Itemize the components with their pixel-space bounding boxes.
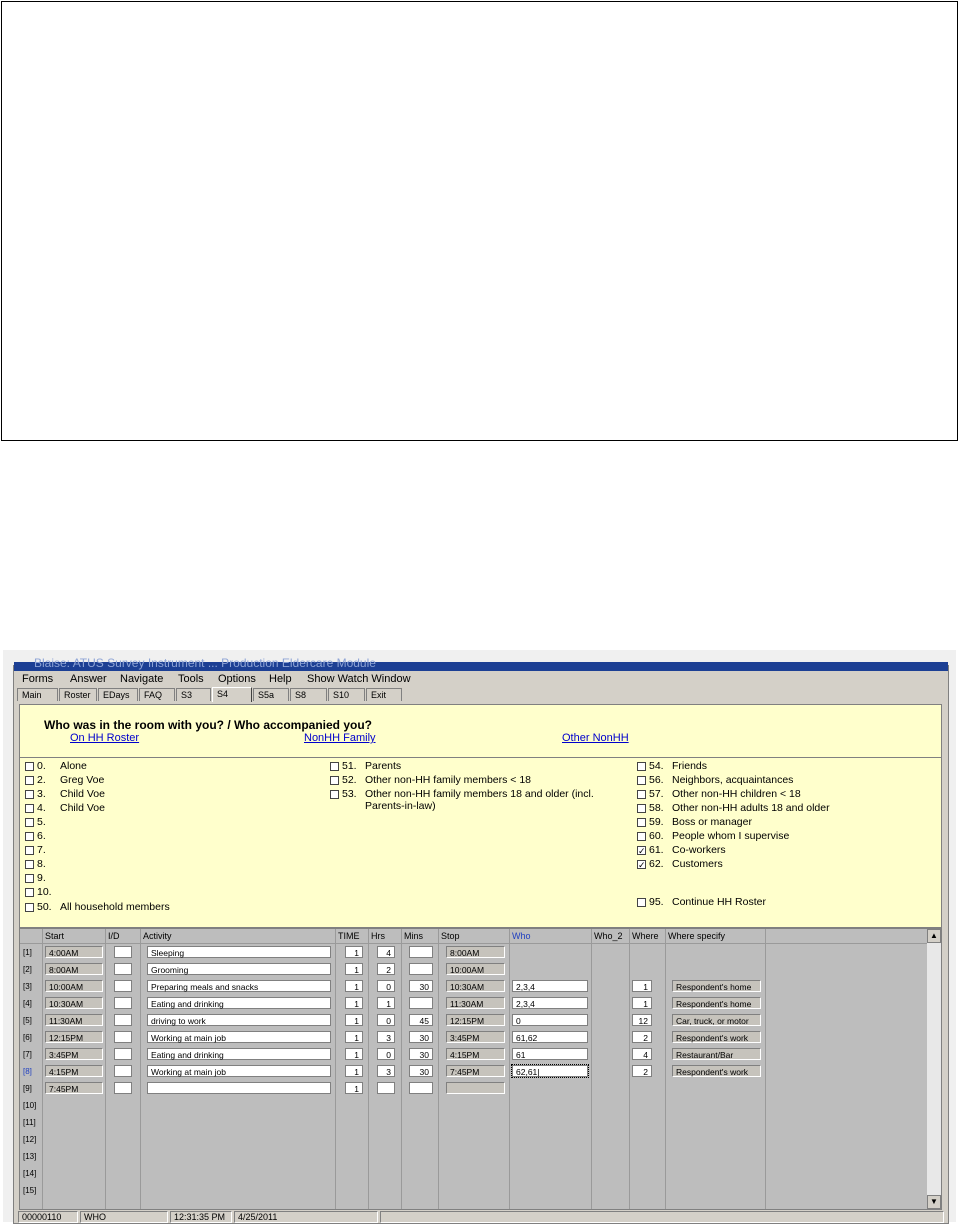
row-label: [1]	[23, 948, 32, 957]
title-bar	[14, 656, 948, 671]
tab-edays[interactable]: EDays	[98, 688, 138, 701]
checkbox-52[interactable]	[330, 776, 339, 785]
checkbox-53[interactable]	[330, 790, 339, 799]
stop-time-cell: 4:15PM	[446, 1048, 505, 1060]
column-header-start: Start	[45, 931, 65, 941]
option-label: Co-workers	[672, 844, 726, 856]
menu-answer[interactable]: Answer	[70, 673, 107, 685]
checkbox-54[interactable]	[637, 762, 646, 771]
checkbox-9[interactable]	[25, 874, 34, 883]
checkbox-7[interactable]	[25, 846, 34, 855]
scroll-up-icon[interactable]: ▲	[927, 929, 941, 943]
activity-field[interactable]: driving to work	[147, 1014, 331, 1026]
time-field[interactable]: 1	[345, 946, 363, 958]
option-label: All household members	[60, 901, 170, 913]
checkbox-3[interactable]	[25, 790, 34, 799]
id-field[interactable]	[114, 1082, 132, 1094]
row-label: [7]	[23, 1050, 32, 1059]
activity-field[interactable]	[147, 1082, 331, 1094]
checkbox-51[interactable]	[330, 762, 339, 771]
start-time-cell: 8:00AM	[45, 963, 103, 975]
who-field[interactable]: 0	[512, 1014, 588, 1026]
status-bar	[14, 1211, 948, 1223]
activity-field[interactable]: Working at main job	[147, 1065, 331, 1077]
tab-s3[interactable]: S3	[176, 688, 211, 701]
start-time-cell: 4:00AM	[45, 946, 103, 958]
checkbox-60[interactable]	[637, 832, 646, 841]
column-divider	[509, 929, 510, 1209]
option-label: Friends	[672, 760, 708, 772]
hours-field[interactable]: 0	[377, 1048, 395, 1060]
column-header-who-2: Who_2	[594, 931, 623, 941]
tab-faq[interactable]: FAQ	[139, 688, 175, 701]
column-divider	[438, 929, 439, 1209]
checkbox-50[interactable]	[25, 903, 34, 912]
checkbox-57[interactable]	[637, 790, 646, 799]
column-header-hrs: Hrs	[371, 931, 385, 941]
column-divider	[335, 929, 336, 1209]
checkbox-4[interactable]	[25, 804, 34, 813]
row-label: [11]	[23, 1118, 36, 1127]
row-label: [13]	[23, 1152, 37, 1161]
stop-time-cell	[446, 1082, 505, 1094]
column-header-stop: Stop	[441, 931, 460, 941]
checkbox-5[interactable]	[25, 818, 34, 827]
option-number: 6.	[37, 830, 46, 842]
id-field[interactable]	[114, 1014, 132, 1026]
header-on-hh-roster[interactable]: On HH Roster	[70, 732, 140, 744]
where-field[interactable]: 12	[632, 1014, 652, 1026]
stop-time-cell: 11:30AM	[446, 997, 505, 1009]
stop-time-cell: 3:45PM	[446, 1031, 505, 1043]
time-field[interactable]: 1	[345, 1048, 363, 1060]
window-title: Blaise: ATUS Survey Instrument ... Production Eldercare Module	[34, 656, 376, 670]
option-number: 7.	[37, 844, 46, 856]
option-number: 8.	[37, 858, 46, 870]
time-field[interactable]: 1	[345, 1065, 363, 1077]
minutes-field[interactable]: 30	[409, 980, 433, 992]
time-field[interactable]: 1	[345, 980, 363, 992]
id-field[interactable]	[114, 980, 132, 992]
who-field[interactable]: 61	[512, 1048, 588, 1060]
start-time-cell: 4:15PM	[45, 1065, 103, 1077]
option-number: 3.	[37, 788, 46, 800]
where-specify-cell: Restaurant/Bar	[672, 1048, 761, 1060]
start-time-cell: 12:15PM	[45, 1031, 103, 1043]
row-label: [14]	[23, 1169, 37, 1178]
row-label: [15]	[23, 1186, 37, 1195]
start-time-cell: 7:45PM	[45, 1082, 103, 1094]
tab-s10[interactable]: S10	[328, 688, 365, 701]
id-field[interactable]	[114, 1065, 132, 1077]
option-number: 51.	[342, 760, 357, 772]
id-field[interactable]	[114, 946, 132, 958]
minutes-field[interactable]: 30	[409, 1048, 433, 1060]
who-field[interactable]: 62,61|	[512, 1065, 588, 1077]
stop-time-cell: 7:45PM	[446, 1065, 505, 1077]
header-other-nonhh[interactable]: Other NonHH	[562, 732, 629, 744]
status-field: 4/25/2011	[234, 1211, 378, 1223]
option-number: 60.	[649, 830, 664, 842]
where-field[interactable]: 4	[632, 1048, 652, 1060]
column-divider	[368, 929, 369, 1209]
where-field[interactable]: 2	[632, 1031, 652, 1043]
minutes-field[interactable]: 30	[409, 1065, 433, 1077]
option-label: People whom I supervise	[672, 830, 790, 842]
option-label: Other non-HH family members < 18	[365, 774, 532, 786]
where-field[interactable]: 2	[632, 1065, 652, 1077]
option-number: 9.	[37, 872, 46, 884]
checkbox-2[interactable]	[25, 776, 34, 785]
start-time-cell: 3:45PM	[45, 1048, 103, 1060]
checkbox-95[interactable]	[637, 898, 646, 907]
where-field[interactable]: 1	[632, 997, 652, 1009]
stop-time-cell: 12:15PM	[446, 1014, 505, 1026]
time-field[interactable]: 1	[345, 963, 363, 975]
checkbox-8[interactable]	[25, 860, 34, 869]
column-divider	[105, 929, 106, 1209]
option-number: 62.	[649, 858, 664, 870]
where-specify-cell: Respondent's home	[672, 980, 761, 992]
tab-s4[interactable]: S4	[212, 687, 252, 702]
option-number: 10.	[37, 886, 52, 898]
option-number: 53.	[342, 788, 357, 800]
id-field[interactable]	[114, 963, 132, 975]
column-header-time: TIME	[338, 931, 360, 941]
column-divider	[591, 929, 592, 1209]
hours-field[interactable]: 0	[377, 980, 395, 992]
stop-time-cell: 10:30AM	[446, 980, 505, 992]
row-label: [3]	[23, 982, 32, 991]
activity-field[interactable]: Preparing meals and snacks	[147, 980, 331, 992]
column-divider	[401, 929, 402, 1209]
tab-exit[interactable]: Exit	[366, 688, 402, 701]
row-label: [8]	[23, 1067, 32, 1076]
minutes-field[interactable]: 30	[409, 1031, 433, 1043]
id-field[interactable]	[114, 997, 132, 1009]
time-field[interactable]: 1	[345, 1082, 363, 1094]
status-field: 00000110	[18, 1211, 78, 1223]
option-label: Neighbors, acquaintances	[672, 774, 794, 786]
option-label: Child Voe	[60, 788, 105, 800]
option-label: Parents	[365, 760, 402, 772]
column-divider	[665, 929, 666, 1209]
column-header-where: Where	[632, 931, 659, 941]
status-field-empty	[380, 1211, 944, 1223]
checkbox-59[interactable]	[637, 818, 646, 827]
activity-field[interactable]: Eating and drinking	[147, 1048, 331, 1060]
hours-field[interactable]: 1	[377, 997, 395, 1009]
where-specify-cell: Respondent's work	[672, 1031, 761, 1043]
time-field[interactable]: 1	[345, 1014, 363, 1026]
hours-field[interactable]: 3	[377, 1065, 395, 1077]
where-field[interactable]: 1	[632, 980, 652, 992]
time-field[interactable]: 1	[345, 997, 363, 1009]
question-panel	[19, 704, 942, 928]
where-specify-cell: Car, truck, or motor	[672, 1014, 761, 1026]
row-label: [5]	[23, 1016, 32, 1025]
stop-time-cell: 8:00AM	[446, 946, 505, 958]
tab-s8[interactable]: S8	[290, 688, 327, 701]
tab-roster[interactable]: Roster	[59, 688, 97, 701]
menu-tools[interactable]: Tools	[178, 673, 204, 685]
column-divider	[629, 929, 630, 1209]
option-number: 4.	[37, 802, 46, 814]
menu-show-watch-window[interactable]: Show Watch Window	[307, 673, 411, 685]
hours-field[interactable]: 2	[377, 963, 395, 975]
hours-field[interactable]	[377, 1082, 395, 1094]
row-label: [2]	[23, 965, 32, 974]
checkbox-61[interactable]: ✓	[638, 846, 646, 856]
checkbox-56[interactable]	[637, 776, 646, 785]
scroll-down-icon[interactable]: ▼	[927, 1195, 941, 1209]
header-divider	[20, 943, 927, 944]
hours-field[interactable]: 0	[377, 1014, 395, 1026]
column-divider	[765, 929, 766, 1209]
menu-navigate[interactable]: Navigate	[120, 673, 164, 685]
column-header-i-d: I/D	[108, 931, 120, 941]
option-number: 56.	[649, 774, 664, 786]
option-label-continued: Parents-in-law)	[365, 800, 436, 812]
option-number: 0.	[37, 760, 46, 772]
option-label: Child Voe	[60, 802, 105, 814]
option-label: Other non-HH adults 18 and older	[672, 802, 830, 814]
option-label: Boss or manager	[672, 816, 752, 828]
option-label: Other non-HH children < 18	[672, 788, 801, 800]
start-time-cell: 10:00AM	[45, 980, 103, 992]
checkbox-58[interactable]	[637, 804, 646, 813]
option-label: Other non-HH family members 18 and older (incl.	[365, 788, 594, 800]
panel-divider	[20, 757, 941, 758]
option-number: 61.	[649, 844, 664, 856]
column-header-mins: Mins	[404, 931, 424, 941]
id-field[interactable]	[114, 1048, 132, 1060]
hours-field[interactable]: 4	[377, 946, 395, 958]
checkbox-10[interactable]	[25, 888, 34, 897]
activity-grid	[19, 928, 942, 1210]
option-number: 54.	[649, 760, 664, 772]
option-number: 58.	[649, 802, 664, 814]
row-label: [4]	[23, 999, 32, 1008]
option-number: 5.	[37, 816, 46, 828]
tab-s5a[interactable]: S5a	[253, 688, 289, 701]
activity-field[interactable]: Grooming	[147, 963, 331, 975]
option-number: 59.	[649, 816, 664, 828]
vertical-scrollbar[interactable]	[927, 929, 941, 1209]
option-label: Greg Voe	[60, 774, 105, 786]
option-label: Customers	[672, 858, 723, 870]
question-text: Who was in the room with you? / Who accompanied you?	[44, 718, 373, 732]
status-field: 12:31:35 PM	[170, 1211, 232, 1223]
column-divider	[140, 929, 141, 1209]
where-specify-cell: Respondent's work	[672, 1065, 761, 1077]
checkbox-6[interactable]	[25, 832, 34, 841]
stop-time-cell: 10:00AM	[446, 963, 505, 975]
id-field[interactable]	[114, 1031, 132, 1043]
status-field: WHO	[80, 1211, 168, 1223]
minutes-field[interactable]: 45	[409, 1014, 433, 1026]
minutes-field[interactable]	[409, 997, 433, 1009]
column-header-who: Who	[512, 931, 531, 941]
activity-field[interactable]: Eating and drinking	[147, 997, 331, 1009]
activity-field[interactable]: Working at main job	[147, 1031, 331, 1043]
tab-main[interactable]: Main	[17, 688, 58, 701]
row-label: [10]	[23, 1101, 37, 1110]
time-field[interactable]: 1	[345, 1031, 363, 1043]
activity-field[interactable]: Sleeping	[147, 946, 331, 958]
checkbox-0[interactable]	[25, 762, 34, 771]
header-nonhh-family[interactable]: NonHH Family	[304, 732, 376, 744]
where-specify-cell: Respondent's home	[672, 997, 761, 1009]
row-label: [6]	[23, 1033, 32, 1042]
row-label: [9]	[23, 1084, 32, 1093]
menu-help[interactable]: Help	[269, 673, 292, 685]
minutes-field[interactable]	[409, 963, 433, 975]
menu-bar	[14, 671, 948, 687]
start-time-cell: 10:30AM	[45, 997, 103, 1009]
option-number: 95.	[649, 896, 664, 908]
row-label: [12]	[23, 1135, 37, 1144]
application-window	[13, 656, 949, 1224]
menu-forms[interactable]: Forms	[22, 673, 54, 685]
option-number: 50.	[37, 901, 52, 913]
menu-options[interactable]: Options	[218, 673, 256, 685]
option-label: Alone	[60, 760, 87, 772]
column-divider	[42, 929, 43, 1209]
who-field[interactable]: 2,3,4	[512, 997, 588, 1009]
blank-bordered-box	[1, 1, 958, 441]
column-header-activity: Activity	[143, 931, 172, 941]
hours-field[interactable]: 3	[377, 1031, 395, 1043]
minutes-field[interactable]	[409, 1082, 433, 1094]
who-field[interactable]: 61,62	[512, 1031, 588, 1043]
who-field[interactable]: 2,3,4	[512, 980, 588, 992]
option-number: 52.	[342, 774, 357, 786]
checkbox-62[interactable]: ✓	[638, 860, 646, 870]
start-time-cell: 11:30AM	[45, 1014, 103, 1026]
minutes-field[interactable]	[409, 946, 433, 958]
column-header-where-specify: Where specify	[668, 931, 726, 941]
option-number: 57.	[649, 788, 664, 800]
option-number: 2.	[37, 774, 46, 786]
option-label: Continue HH Roster	[672, 896, 766, 908]
